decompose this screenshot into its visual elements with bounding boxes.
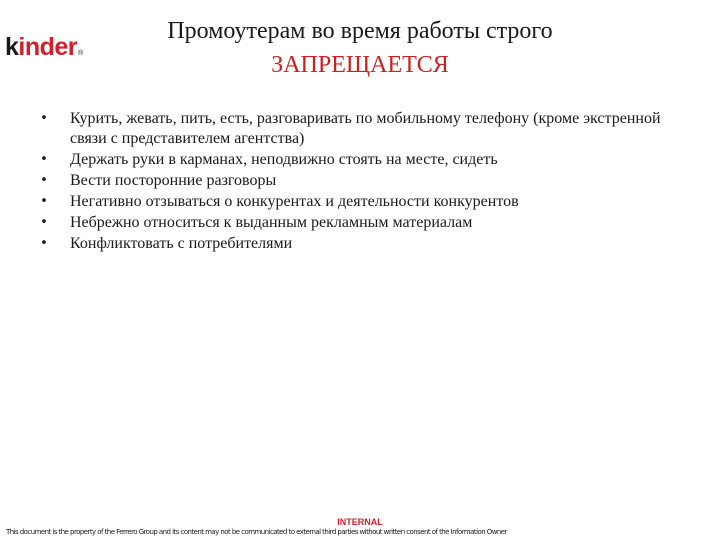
prohibited-actions-list [38,109,678,255]
registered-mark: ® [78,50,84,57]
list-item [38,109,678,149]
bullet-icon: • [40,111,48,126]
bullet-icon: • [40,215,48,230]
list-item [38,192,678,212]
list-item [38,171,678,191]
list-item [38,150,678,170]
kinder-logo-inder: inder [18,33,78,61]
bullet-icon: • [40,236,48,251]
confidentiality-notice: This document is the property of the Ferrero Group and its content may not be communicated to external third parties without written consent of the Information Owner [6,528,507,536]
list-item-text: Конфликтовать с потребителями [70,235,293,252]
list-item-text: Курить, жевать, пить, есть, разговаривать по мобильному телефону (кроме экстренной связи с представителем агентства) [70,110,661,147]
bullet-icon: • [40,194,48,209]
kinder-logo-k: k [5,33,19,61]
slide-title-line2: ЗАПРЕЩАЕТСЯ [271,52,449,78]
kinder-logo-wordmark [5,35,77,60]
list-item-text: Негативно отзываться о конкурентах и деятельности конкурентов [70,193,519,210]
slide-title [100,14,620,82]
kinder-logo [5,30,83,60]
classification-label: INTERNAL [337,517,383,527]
bullet-icon: • [40,152,48,167]
bullet-icon: • [40,173,48,188]
list-item [38,213,678,233]
list-item-text: Небрежно относиться к выданным рекламным материалам [70,214,473,231]
slide-title-line1: Промоутерам во время работы строго [167,18,553,44]
list-item-text: Держать руки в карманах, неподвижно стоять на месте, сидеть [70,151,498,168]
list-item-text: Вести посторонние разговоры [70,172,277,189]
list-item [38,234,678,254]
